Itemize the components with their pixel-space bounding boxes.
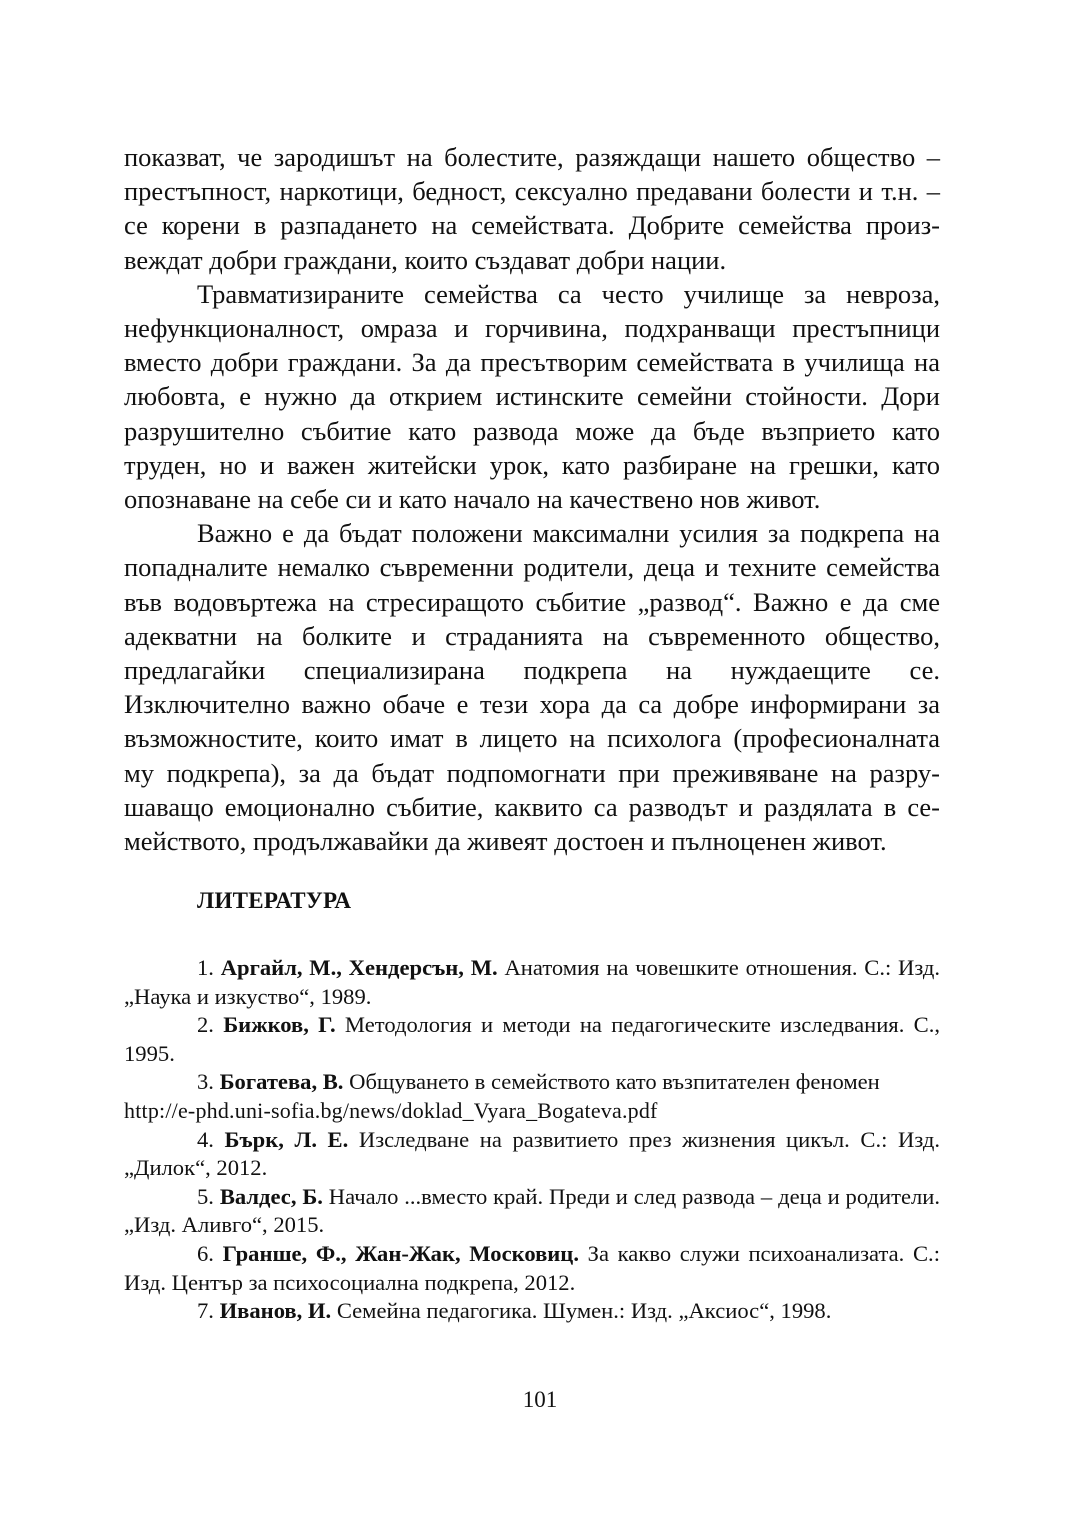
reference-item [124, 1068, 940, 1125]
reference-author: Гранше, Ф., Жан-Жак, Московиц. [222, 1240, 579, 1266]
reference-number: 2. [197, 1012, 214, 1038]
reference-author: Бижков, Г. [223, 1012, 336, 1038]
reference-list [124, 954, 940, 1326]
reference-author: Богатева, В. [219, 1069, 344, 1095]
reference-item [124, 954, 940, 1011]
paragraph-2: Травматизираните семейства са често училище за невроза, нефункционалност, омраза и горчивина, подхранващи престъпници вместо добри граждани. За да пресътворим семействата в училища на любовта, е нужно да открием истинските семейни стойности. Дори разрушително събитие като развода може да бъде възприето като труден, но и важен житейски урок, като разбиране на грешки, като опознаване на себе си и като начало на качествено нов живот. [124, 278, 940, 515]
body-text [124, 140, 940, 858]
reference-author: Бърк, Л. Е. [224, 1126, 349, 1152]
reference-author: Аргайл, М., Хендерсън, М. [220, 955, 498, 980]
reference-text: Методология и методи на педагогическите изследвания. С., 1995. [124, 1012, 940, 1066]
page-number: 101 [522, 1387, 558, 1412]
paragraph-1: показват, че зародишът на болестите, разяждащи нашето общество – престъпност, наркотици, бедност, сексуално предавани болести и т.н. – се корени в разпадането на семействата. Добрите семейства произвеждат добри граждани, които създават добри нации. [124, 142, 940, 275]
reference-item [124, 1126, 940, 1183]
paragraph-3: Важно е да бъдат положени максимални усилия за подкрепа на попадналите немалко съвременни родители, деца и техните семейства във водовъртежа на стресиращото събитие „развод“. Важно е да сме адекватни на болките и страданията на съвременното общество, предлагайки специализирана подкрепа на нуждаещите се. Изключително важно обаче е тези хора да са добре информирани за възможностите, които имат в лицето на психолога (професионалната му подкрепа), за да бъдат подпомогнати при преживяване на разрушаващо емоционално събитие, каквито са разводът и раздялата в семейството, продължавайки да живеят достоен и пълноценен живот. [124, 518, 940, 857]
reference-item [124, 1183, 940, 1240]
reference-number: 6. [197, 1240, 214, 1266]
reference-number: 7. [197, 1298, 214, 1324]
reference-item [124, 1240, 940, 1297]
reference-author: Иванов, И. [219, 1298, 332, 1324]
reference-url: http://e-phd.uni-sofia.bg/news/doklad_Vyara_Bogateva.pdf [124, 1097, 658, 1123]
reference-author: Валдес, Б. [219, 1183, 323, 1209]
reference-number: 3. [197, 1069, 214, 1095]
reference-number: 1. [197, 955, 214, 980]
reference-text: Начало ...вместо край. Преди и след развода – деца и родители. „Изд. Аливго“, 2015. [124, 1183, 940, 1238]
reference-item [124, 1011, 940, 1068]
reference-number: 4. [197, 1126, 214, 1152]
reference-text: За какво служи психоанализата. С.: Изд. Център за психосоциална подкрепа, 2012. [124, 1240, 940, 1295]
reference-text: Анатомия на човешките отношения. С.: Изд. „Наука и изкуство“, 1989. [124, 955, 940, 1009]
reference-number: 5. [197, 1183, 214, 1209]
reference-item [124, 1297, 940, 1326]
reference-text: Общуването в семейството като възпитателен феномен [349, 1069, 880, 1095]
reference-text: Изследване на развитието през жизнения цикъл. С.: Изд. „Дилок“, 2012. [124, 1126, 940, 1181]
reference-text: Семейна педагогика. Шумен.: Изд. „Аксиос“, 1998. [336, 1298, 832, 1324]
literature-heading: ЛИТЕРАТУРА [197, 888, 352, 913]
